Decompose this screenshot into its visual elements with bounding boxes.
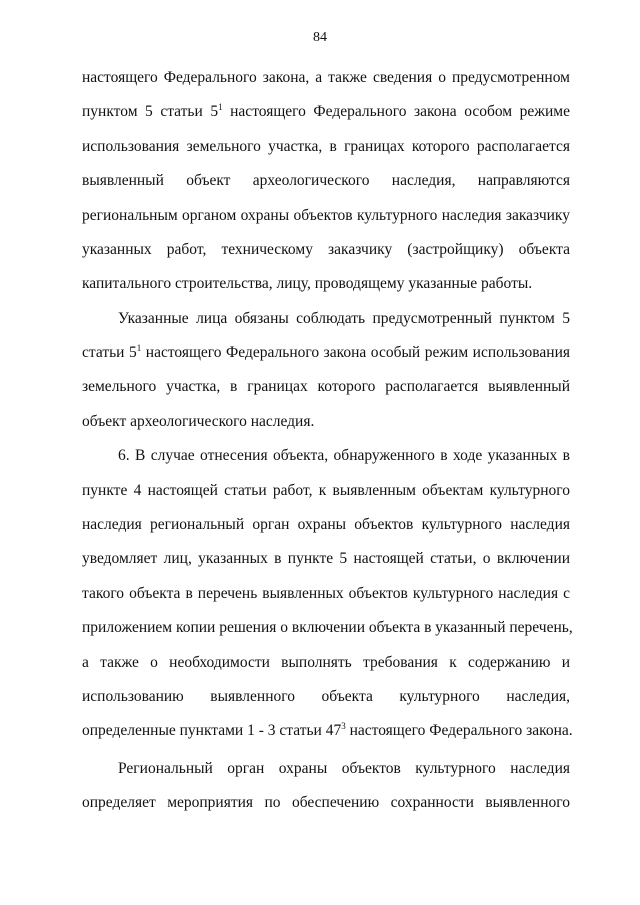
text-fragment: определенные пунктами 1 - 3 статьи 47 — [82, 722, 342, 739]
text-line: приложением копии решения о включении объекта в указанный перечень, — [82, 619, 573, 636]
text-line: уведомляет лиц, указанных в пункте 5 настоящей статьи, о включении — [82, 550, 570, 567]
text-fragment: статьи 5 — [82, 344, 137, 361]
text-line — [82, 103, 570, 121]
text-line: пункте 4 настоящей статьи работ, к выявленным объектам культурного — [82, 482, 570, 499]
text-fragment: настоящего Федерального закона особый режим использования — [141, 344, 570, 361]
text-line: использованию выявленного объекта культурного наследия, — [82, 688, 570, 705]
text-line: Региональный орган охраны объектов культурного наследия — [118, 760, 570, 777]
text-line — [82, 344, 570, 362]
text-line: Указанные лица обязаны соблюдать предусмотренный пунктом 5 — [118, 310, 570, 327]
superscript: 1 — [218, 102, 223, 112]
text-line: земельного участка, в границах которого располагается выявленный — [82, 378, 570, 395]
text-line — [82, 721, 573, 740]
text-line: региональным органом охраны объектов культурного наследия заказчику — [82, 207, 570, 224]
text-line: такого объекта в перечень выявленных объектов культурного наследия с — [82, 585, 570, 602]
text-fragment: пунктом 5 статьи 5 — [82, 103, 219, 120]
text-line: объект археологического наследия. — [82, 413, 315, 430]
text-line: указанных работ, техническому заказчику (застройщику) объекта — [82, 241, 570, 258]
text-fragment: настоящего Федерального закона особом режиме — [222, 103, 570, 120]
text-fragment: настоящего Федерального закона. — [345, 722, 573, 739]
text-line: 6. В случае отнесения объекта, обнаруженного в ходе указанных в — [118, 447, 570, 464]
superscript: 1 — [136, 343, 142, 353]
text-line: определяет мероприятия по обеспечению сохранности выявленного — [82, 794, 570, 811]
page-number: 84 — [313, 30, 327, 45]
superscript: 3 — [341, 721, 346, 731]
text-line: настоящего Федерального закона, а также сведения о предусмотренном — [82, 69, 570, 86]
text-line: использования земельного участка, в границах которого располагается — [82, 138, 570, 155]
text-line: наследия региональный орган охраны объектов культурного наследия — [82, 516, 570, 533]
text-line: капитального строительства, лицу, проводящему указанные работы. — [82, 275, 533, 292]
text-line: выявленный объект археологического наследия, направляются — [82, 172, 570, 189]
text-line: а также о необходимости выполнять требования к содержанию и — [82, 654, 570, 671]
